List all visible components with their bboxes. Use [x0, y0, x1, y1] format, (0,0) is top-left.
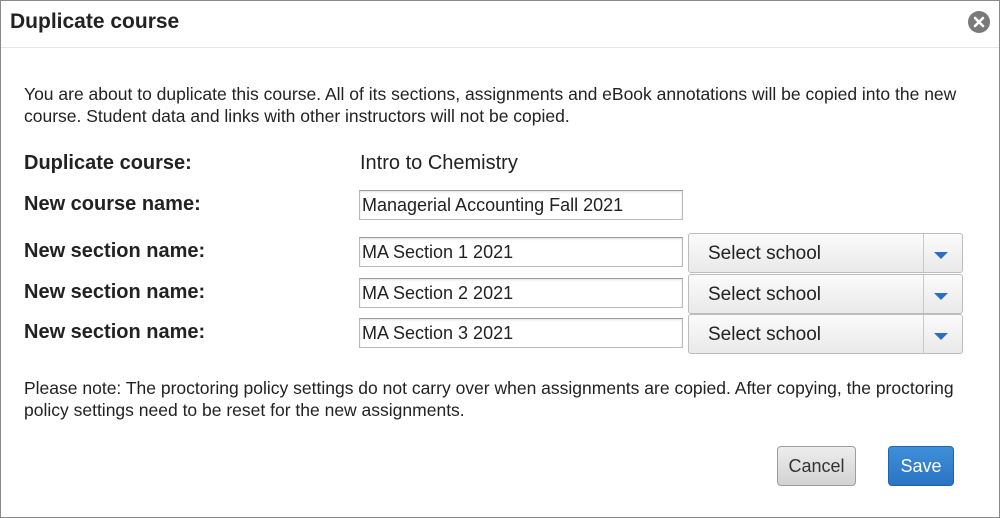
new-section-name-input-2[interactable] [359, 278, 683, 308]
duplicate-course-value: Intro to Chemistry [360, 152, 518, 174]
close-icon[interactable] [968, 11, 990, 33]
select-divider [923, 275, 924, 313]
school-select-1[interactable] [688, 233, 963, 273]
header-divider [1, 47, 999, 48]
new-section-name-input-3[interactable] [359, 318, 683, 348]
new-section-name-input-1[interactable] [359, 237, 683, 267]
duplicate-course-label: Duplicate course: [24, 152, 192, 174]
intro-text: You are about to duplicate this course. All of its sections, assignments and eBook annotations will be copied into the new course. Student data and links with other instructors will not be copied. [24, 84, 957, 126]
dialog-header [1, 1, 999, 47]
new-section-name-label-2: New section name: [24, 281, 206, 303]
close-x-glyph [968, 11, 990, 33]
school-select-label-1: Select school [708, 243, 822, 264]
proctoring-note: Please note: The proctoring policy settings do not carry over when assignments are copied. After copying, the proctoring policy settings need to be reset for the new assignments. [24, 378, 954, 420]
caret-down-icon [934, 332, 948, 341]
caret-down-icon [934, 251, 948, 260]
dialog-title: Duplicate course [10, 10, 180, 33]
select-divider [923, 234, 924, 272]
new-section-name-label-1: New section name: [24, 240, 206, 262]
new-course-name-input[interactable] [359, 190, 683, 220]
school-select-label-3: Select school [708, 324, 822, 345]
caret-down-icon [934, 292, 948, 301]
school-select-2[interactable] [688, 274, 963, 314]
school-select-3[interactable] [688, 314, 963, 354]
school-select-label-2: Select school [708, 284, 822, 305]
new-section-name-label-3: New section name: [24, 321, 206, 343]
save-button[interactable]: Save [888, 446, 954, 486]
new-course-name-label: New course name: [24, 193, 201, 215]
cancel-button[interactable]: Cancel [777, 446, 856, 486]
select-divider [923, 315, 924, 353]
